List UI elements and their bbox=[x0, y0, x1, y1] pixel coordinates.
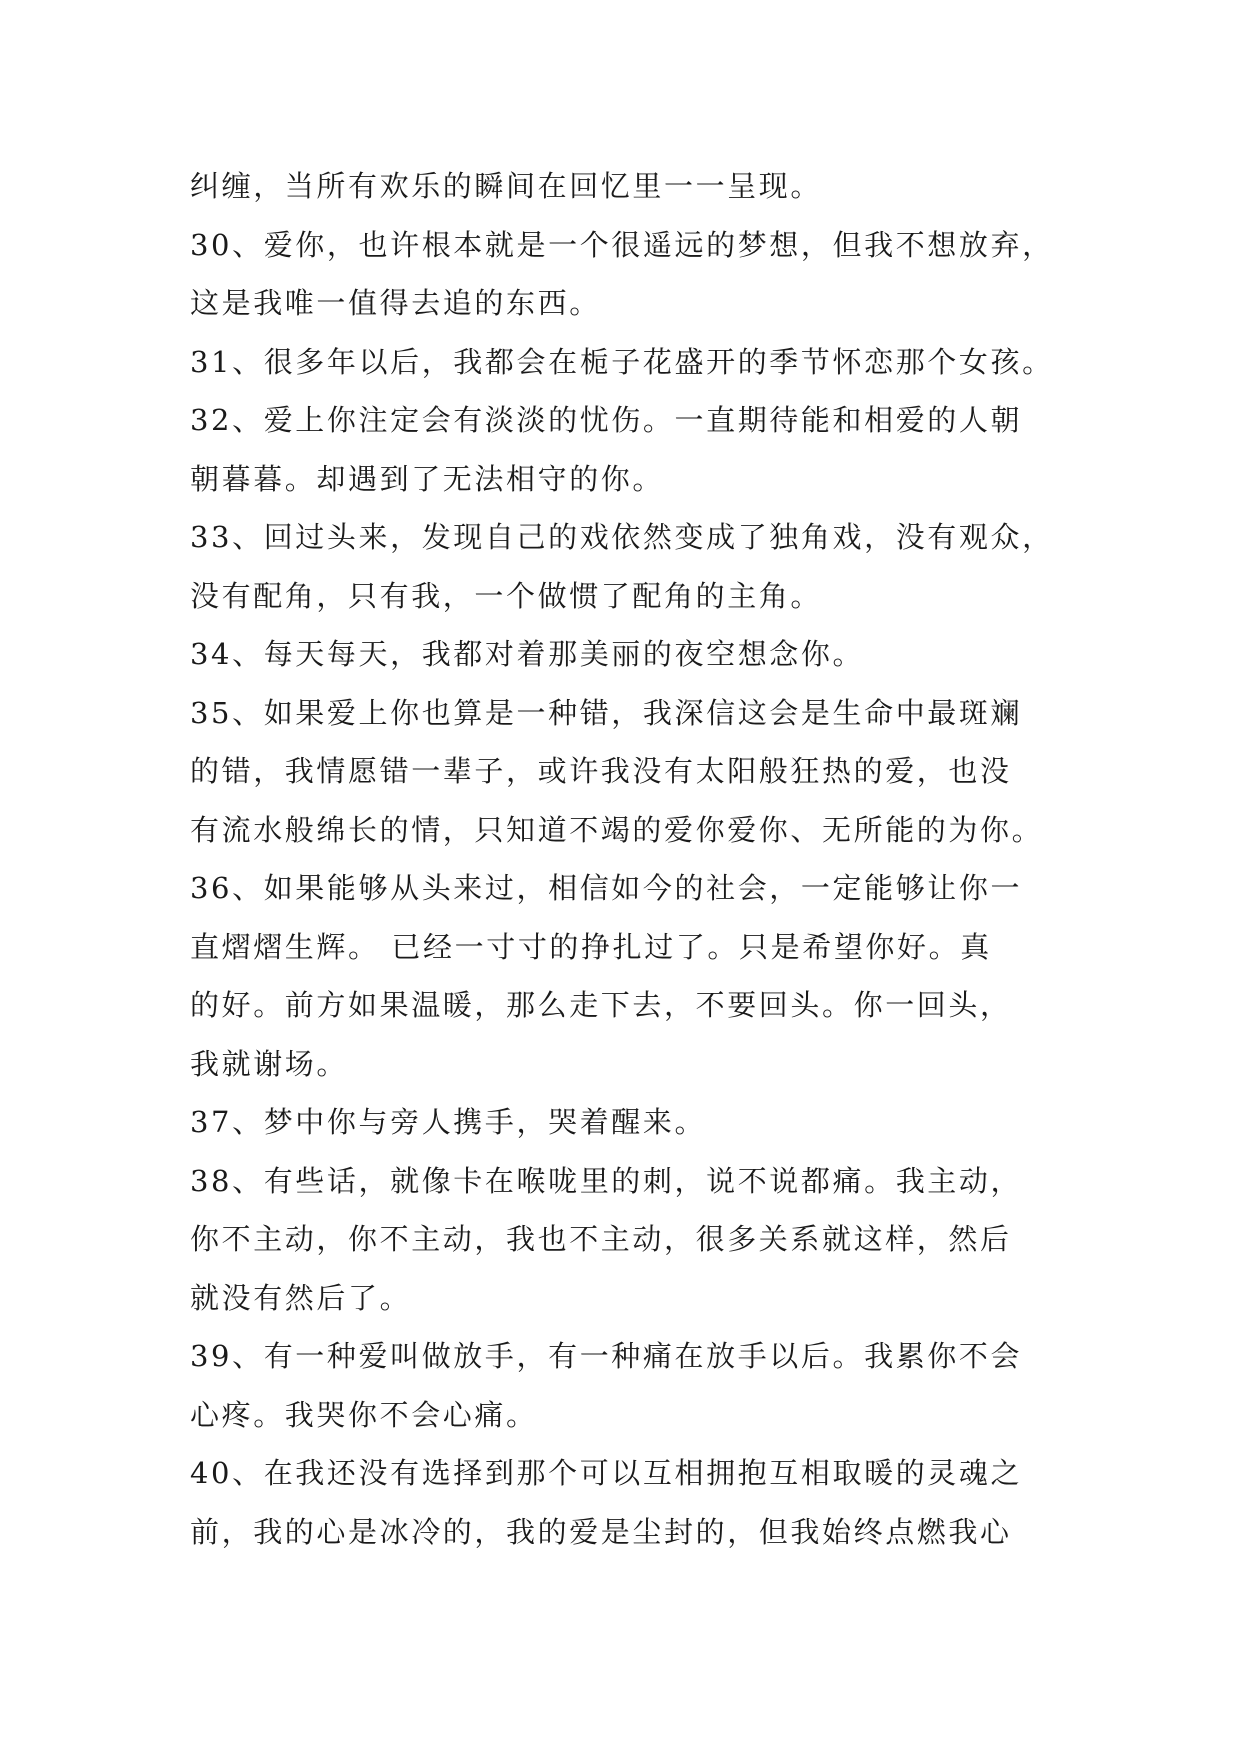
text-line: 的错，我情愿错一辈子，或许我没有太阳般狂热的爱，也没 bbox=[190, 754, 1012, 788]
text-line: 没有配角，只有我，一个做惯了配角的主角。 bbox=[190, 578, 823, 613]
text-line: 33、回过头来，发现自己的戏依然变成了独角戏，没有观众， bbox=[190, 520, 1054, 554]
text-line: 纠缠，当所有欢乐的瞬间在回忆里一一呈现。 bbox=[190, 169, 823, 203]
text-line: 36、如果能够从头来过，相信如今的社会，一定能够让你一 bbox=[190, 871, 1023, 905]
text-line: 40、在我还没有选择到那个可以互相拥抱互相取暖的灵魂之 bbox=[190, 1456, 1023, 1490]
text-line: 35、如果爱上你也算是一种错，我深信这会是生命中最斑斓 bbox=[190, 695, 1023, 730]
text-line: 39、有一种爱叫做放手，有一种痛在放手以后。我累你不会 bbox=[190, 1339, 1023, 1373]
text-line: 这是我唯一值得去追的东西。 bbox=[190, 286, 601, 320]
text-line: 38、有些话，就像卡在喉咙里的刺，说不说都痛。我主动， bbox=[190, 1163, 1023, 1198]
document-body bbox=[190, 157, 1070, 1561]
text-line: 朝暮暮。却遇到了无法相守的你。 bbox=[190, 461, 665, 496]
text-line: 32、爱上你注定会有淡淡的忧伤。一直期待能和相爱的人朝 bbox=[190, 403, 1023, 437]
text-line: 37、梦中你与旁人携手，哭着醒来。 bbox=[190, 1105, 707, 1139]
text-line: 31、很多年以后，我都会在栀子花盛开的季节怀恋那个女孩。 bbox=[190, 344, 1054, 379]
text-line: 就没有然后了。 bbox=[190, 1280, 412, 1315]
text-line: 有流水般绵长的情，只知道不竭的爱你爱你、无所能的为你。 bbox=[190, 812, 1044, 847]
text-line: 直熠熠生辉。 已经一寸寸的挣扎过了。只是希望你好。真 bbox=[190, 929, 992, 964]
text-line: 我就谢场。 bbox=[190, 1046, 349, 1081]
text-line: 30、爱你，也许根本就是一个很遥远的梦想，但我不想放弃， bbox=[190, 227, 1054, 262]
text-line: 的好。前方如果温暖，那么走下去，不要回头。你一回头， bbox=[190, 988, 1012, 1022]
text-line: 34、每天每天，我都对着那美丽的夜空想念你。 bbox=[190, 637, 865, 671]
text-line: 心疼。我哭你不会心痛。 bbox=[190, 1397, 538, 1432]
text-line: 你不主动，你不主动，我也不主动，很多关系就这样，然后 bbox=[190, 1222, 1012, 1256]
text-line: 前，我的心是冰冷的，我的爱是尘封的，但我始终点燃我心 bbox=[190, 1514, 1012, 1549]
